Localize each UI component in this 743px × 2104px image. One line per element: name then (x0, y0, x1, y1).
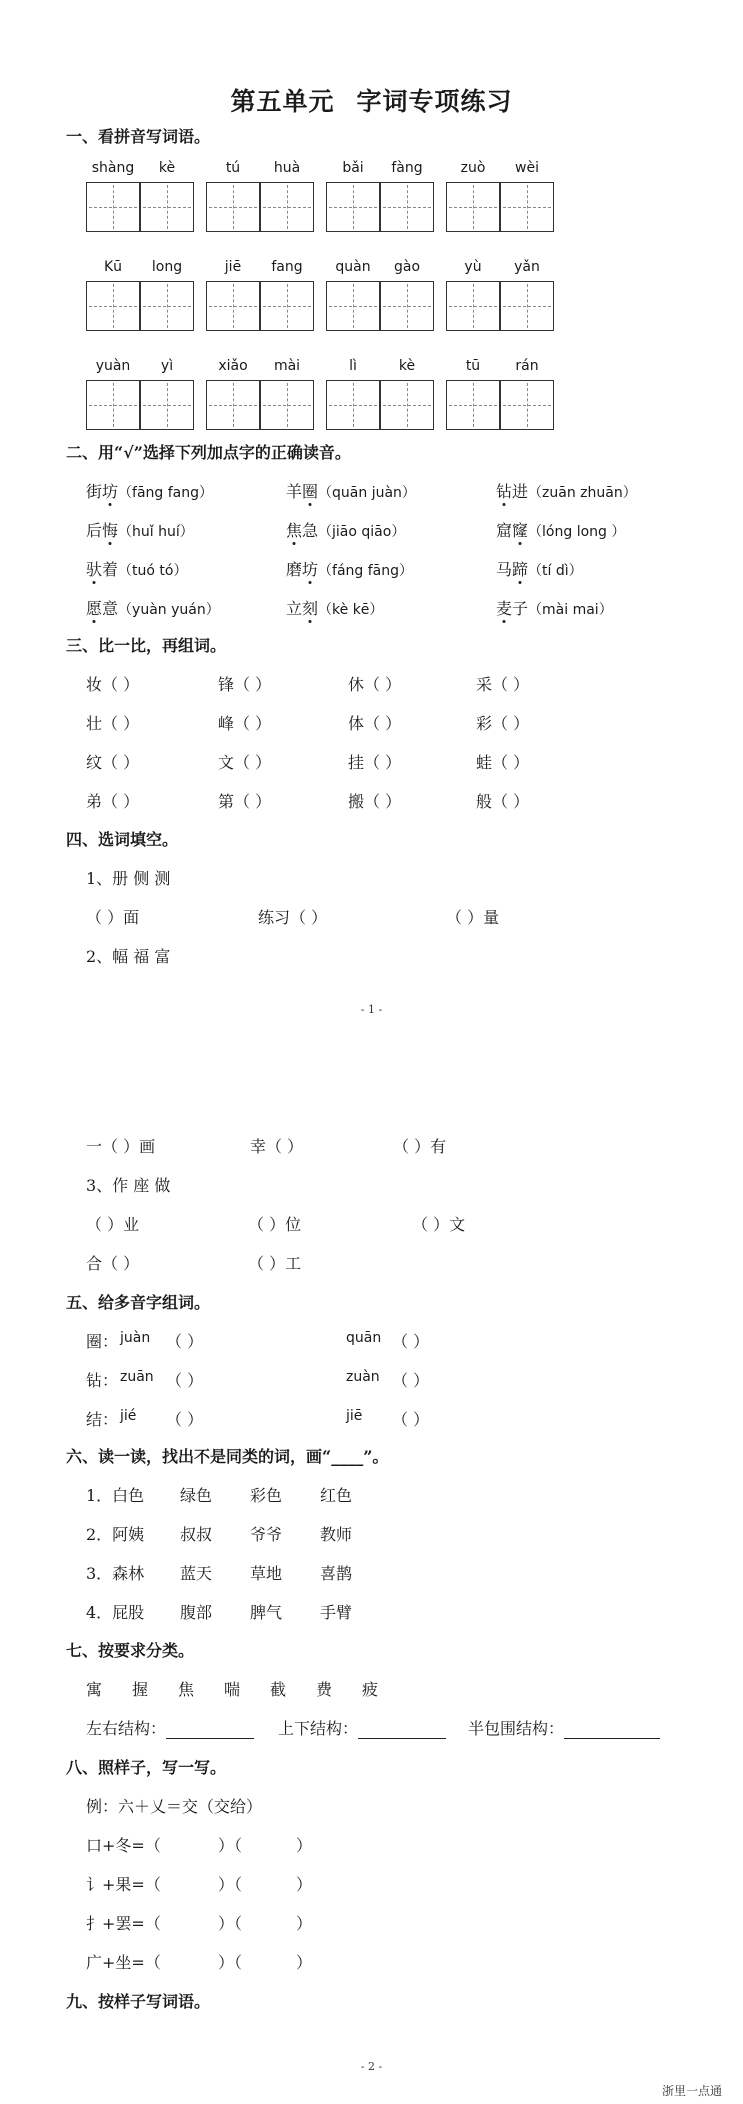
reading-options: （quān juàn） (318, 485, 416, 501)
compare-cell: 文（ ） (218, 753, 272, 772)
compare-cell: 搬（ ） (348, 792, 402, 811)
odd-word: 2．阿姨 (86, 1525, 145, 1544)
pinyin-label: shàng (91, 160, 135, 176)
tianzige-cell (500, 281, 554, 331)
reading-item (86, 557, 187, 580)
compare-cell: 纹（ ） (86, 753, 140, 772)
example-formula: 扌+罢=（ (86, 1914, 161, 1933)
tianzige-cell (86, 380, 140, 430)
odd-word: 腹部 (180, 1603, 213, 1622)
reading-options: （huǐ huí） (118, 524, 194, 540)
tianzige-pair (206, 281, 315, 331)
classify-top-bottom: 上下结构： (278, 1716, 446, 1739)
tianzige-cell (206, 182, 260, 232)
reading-options: （tuó tó） (118, 563, 188, 579)
odd-word: 3．森林 (86, 1564, 145, 1583)
compare-cell: 妆（ ） (86, 675, 140, 694)
odd-word: 4．屁股 (86, 1603, 145, 1622)
reading-word (496, 482, 528, 501)
pinyin-label: fang (271, 259, 303, 275)
reading-item (496, 518, 625, 541)
tianzige-cell (326, 182, 380, 232)
reading-char: 悔 (102, 521, 118, 540)
reading-word (286, 521, 318, 540)
example-row (86, 1911, 312, 1934)
odd-word: 喜鹊 (320, 1564, 353, 1583)
reading-char: 圈 (302, 482, 318, 501)
fill-group-2-label: 2、幅 福 富 (86, 947, 171, 966)
tianzige-pair (86, 281, 195, 331)
pinyin-label: yì (160, 358, 174, 374)
page-number-1: - 1 - (360, 1003, 383, 1016)
odd-word: 1．白色 (86, 1486, 145, 1505)
emphasis-dot (519, 542, 522, 545)
example-blank: ） (296, 1914, 313, 1933)
poly-char: 钻： (86, 1371, 119, 1390)
pinyin-label: long (151, 259, 183, 275)
compare-cell: 采（ ） (476, 675, 530, 694)
emphasis-dot (293, 542, 296, 545)
tianzige-cell (206, 380, 260, 430)
pinyin-label: xiǎo (218, 358, 248, 374)
poly-blank: （ ） (392, 1371, 430, 1390)
tianzige-pair (446, 380, 555, 430)
pinyin-label: tú (225, 160, 241, 176)
tianzige-cell (86, 281, 140, 331)
emphasis-dot (93, 620, 96, 623)
compare-cell: 彩（ ） (476, 714, 530, 733)
pinyin-label: tū (465, 358, 481, 374)
odd-word: 教师 (320, 1525, 353, 1544)
emphasis-dot (519, 581, 522, 584)
classify-char: 疲 (362, 1680, 379, 1699)
reading-options: （mài mai） (528, 602, 613, 618)
emphasis-dot (93, 581, 96, 584)
poly-pinyin: jiē (346, 1408, 363, 1424)
reading-options: （zuān zhuān） (528, 485, 637, 501)
reading-char: 后 (86, 521, 103, 540)
compare-cell: 壮（ ） (86, 714, 140, 733)
reading-item (286, 557, 413, 580)
example-row (86, 1833, 312, 1856)
pinyin-label: yǎn (514, 259, 540, 275)
compare-cell: 弟（ ） (86, 792, 140, 811)
poly-pinyin: jié (120, 1408, 137, 1424)
example-formula: 讠+果=（ (86, 1875, 161, 1894)
reading-char: 窟 (496, 521, 513, 540)
reading-char: 坊 (102, 482, 118, 501)
pinyin-label: jiē (224, 259, 242, 275)
fill-blank: 一（ ）画 (86, 1137, 156, 1156)
compare-cell: 第（ ） (218, 792, 272, 811)
reading-word (286, 482, 318, 501)
tianzige-cell (86, 182, 140, 232)
fill-blank: （ ）有 (393, 1137, 447, 1156)
tianzige-cell (500, 182, 554, 232)
classify-char: 寓 (86, 1680, 103, 1699)
pinyin-label: wèi (515, 160, 539, 176)
reading-char: 羊 (286, 482, 303, 501)
page-title: 第五单元 字词专项练习 (230, 87, 513, 116)
tianzige-pair (206, 380, 315, 430)
reading-word (86, 599, 118, 618)
tianzige-pair (446, 182, 555, 232)
section-4-heading: 四、选词填空。 (66, 830, 179, 849)
poly-pinyin: zuān (120, 1369, 154, 1385)
example-blank: ）（ (218, 1836, 243, 1855)
tianzige-cell (446, 281, 500, 331)
pinyin-label: mài (273, 358, 301, 374)
reading-char: 急 (302, 521, 319, 540)
poly-char: 结： (86, 1410, 119, 1429)
odd-word: 彩色 (250, 1486, 283, 1505)
reading-char: 进 (512, 482, 529, 501)
emphasis-dot (309, 581, 312, 584)
tianzige-cell (260, 380, 314, 430)
tianzige-cell (500, 380, 554, 430)
reading-options: （yuàn yuán） (118, 602, 220, 618)
poly-blank: （ ） (166, 1332, 204, 1351)
emphasis-dot (503, 620, 506, 623)
reading-word (286, 560, 318, 579)
tianzige-pair (326, 380, 435, 430)
emphasis-dot (109, 503, 112, 506)
emphasis-dot (309, 503, 312, 506)
reading-item (86, 596, 220, 619)
odd-word: 蓝天 (180, 1564, 213, 1583)
reading-item (286, 518, 405, 541)
reading-item (286, 596, 383, 619)
fill-blank: （ ）量 (446, 908, 500, 927)
tianzige-cell (326, 380, 380, 430)
tianzige-pair (206, 182, 315, 232)
compare-cell: 体（ ） (348, 714, 402, 733)
pinyin-label: gào (393, 259, 421, 275)
fill-blank: （ ）文 (412, 1215, 466, 1234)
section-2-heading: 二、用“√”选择下列加点字的正确读音。 (66, 443, 351, 462)
pinyin-label: kè (398, 358, 416, 374)
reading-item (496, 479, 637, 502)
reading-word (86, 521, 118, 540)
tianzige-cell (206, 281, 260, 331)
pinyin-label: bǎi (342, 160, 364, 176)
section-3-heading: 三、比一比，再组词。 (66, 636, 227, 655)
reading-char: 子 (512, 599, 529, 618)
tianzige-cell (260, 182, 314, 232)
poly-pinyin: juàn (120, 1330, 151, 1346)
compare-cell: 休（ ） (348, 675, 402, 694)
tianzige-pair (446, 281, 555, 331)
footer-brand: 浙里一点通 (662, 2084, 723, 2098)
fill-group-1-label: 1、册 侧 测 (86, 869, 171, 888)
reading-char: 街 (86, 482, 103, 501)
reading-word (86, 482, 118, 501)
reading-word (86, 560, 118, 579)
classify-char: 费 (316, 1680, 333, 1699)
tianzige-pair (86, 182, 195, 232)
reading-char: 立 (286, 599, 303, 618)
tianzige-cell (140, 182, 194, 232)
section-9-heading: 九、按样子写词语。 (66, 1992, 211, 2011)
reading-char: 刻 (302, 599, 318, 618)
classify-char: 喘 (224, 1680, 241, 1699)
tianzige-cell (380, 380, 434, 430)
fill-blank: （ ）业 (86, 1215, 140, 1234)
reading-char: 磨 (286, 560, 303, 579)
example-blank: ） (296, 1836, 313, 1855)
emphasis-dot (109, 542, 112, 545)
example-row (86, 1950, 312, 1973)
emphasis-dot (503, 503, 506, 506)
reading-options: （fāng fang） (118, 485, 214, 501)
reading-options: （kè kē） (318, 602, 384, 618)
emphasis-dot (309, 620, 312, 623)
reading-char: 愿 (86, 599, 102, 618)
reading-word (496, 560, 528, 579)
compare-cell: 锋（ ） (218, 675, 272, 694)
pinyin-label: rán (515, 358, 539, 374)
reading-word (496, 599, 528, 618)
tianzige-cell (446, 182, 500, 232)
odd-word: 绿色 (180, 1486, 213, 1505)
section-8-heading: 八、照样子，写一写。 (66, 1758, 227, 1777)
fill-blank: 合（ ） (86, 1254, 140, 1273)
reading-item (286, 479, 416, 502)
reading-options: （jiāo qiāo） (318, 524, 406, 540)
tianzige-cell (140, 380, 194, 430)
poly-pinyin: zuàn (346, 1369, 380, 1385)
section-6-heading: 六、读一读，找出不是同类的词，画“____”。 (66, 1447, 389, 1466)
compare-cell: 般（ ） (476, 792, 530, 811)
example-blank: ） (296, 1875, 313, 1894)
example-blank: ）（ (218, 1914, 243, 1933)
section-1-heading: 一、看拼音写词语。 (66, 127, 211, 146)
fill-blank: （ ）工 (248, 1254, 302, 1273)
odd-word: 草地 (250, 1564, 283, 1583)
reading-char: 蹄 (512, 560, 528, 579)
page-number-2: - 2 - (360, 2060, 383, 2073)
compare-cell: 峰（ ） (218, 714, 272, 733)
example-sample: 例：六＋乂＝交（交给） (86, 1797, 263, 1816)
classify-left-right: 左右结构： (86, 1716, 254, 1739)
classify-char: 焦 (178, 1680, 195, 1699)
example-blank: ）（ (218, 1953, 243, 1972)
pinyin-label: Kū (103, 259, 123, 275)
odd-word: 手臂 (320, 1603, 353, 1622)
poly-blank: （ ） (392, 1332, 430, 1351)
reading-item (86, 479, 213, 502)
classify-char: 截 (270, 1680, 287, 1699)
poly-blank: （ ） (166, 1410, 204, 1429)
reading-word (286, 599, 318, 618)
tianzige-pair (86, 380, 195, 430)
reading-char: 钻 (496, 482, 512, 501)
poly-blank: （ ） (392, 1410, 430, 1429)
fill-blank: 练习（ ） (258, 908, 328, 927)
reading-item (496, 557, 583, 580)
reading-item (86, 518, 194, 541)
pinyin-label: fàng (391, 160, 423, 176)
example-formula: 广+坐=（ (86, 1953, 161, 1972)
odd-word: 叔叔 (180, 1525, 213, 1544)
reading-char: 驮 (86, 560, 102, 579)
poly-char: 圈： (86, 1332, 119, 1351)
reading-char: 坊 (302, 560, 318, 579)
classify-char: 握 (132, 1680, 149, 1699)
pinyin-label: yù (464, 259, 482, 275)
reading-options: （lóng long ） (528, 524, 626, 540)
poly-blank: （ ） (166, 1371, 204, 1390)
tianzige-pair (326, 281, 435, 331)
pinyin-label: huà (273, 160, 301, 176)
section-5-heading: 五、给多音字组词。 (66, 1293, 211, 1312)
reading-item (496, 596, 613, 619)
tianzige-cell (380, 182, 434, 232)
fill-blank: （ ）位 (248, 1215, 302, 1234)
tianzige-cell (380, 281, 434, 331)
reading-word (496, 521, 528, 540)
tianzige-cell (326, 281, 380, 331)
reading-char: 马 (496, 560, 513, 579)
reading-char: 窿 (512, 521, 528, 540)
tianzige-pair (326, 182, 435, 232)
section-7-heading: 七、按要求分类。 (66, 1641, 195, 1660)
example-row (86, 1872, 312, 1895)
fill-blank: 幸（ ） (250, 1137, 304, 1156)
reading-options: （fáng fāng） (318, 563, 414, 579)
odd-word: 脾气 (250, 1603, 283, 1622)
reading-char: 着 (102, 560, 119, 579)
pinyin-label: quàn (335, 259, 371, 275)
fill-group-3-label: 3、作 座 做 (86, 1176, 171, 1195)
poly-pinyin: quān (346, 1330, 382, 1346)
reading-options: （tí dì） (528, 563, 583, 579)
pinyin-label: kè (158, 160, 176, 176)
compare-cell: 蛙（ ） (476, 753, 530, 772)
reading-char: 焦 (286, 521, 302, 540)
fill-blank: （ ）面 (86, 908, 140, 927)
compare-cell: 挂（ ） (348, 753, 402, 772)
tianzige-cell (140, 281, 194, 331)
tianzige-cell (446, 380, 500, 430)
example-blank: ） (296, 1953, 313, 1972)
pinyin-label: lì (349, 358, 357, 374)
pinyin-label: zuò (460, 160, 486, 176)
example-blank: ）（ (218, 1875, 243, 1894)
odd-word: 红色 (320, 1486, 353, 1505)
reading-char: 麦 (496, 599, 512, 618)
tianzige-cell (260, 281, 314, 331)
pinyin-label: yuàn (95, 358, 131, 374)
example-formula: 口+冬=（ (86, 1836, 161, 1855)
reading-char: 意 (102, 599, 119, 618)
classify-half-surround: 半包围结构： (468, 1716, 660, 1739)
odd-word: 爷爷 (250, 1525, 283, 1544)
